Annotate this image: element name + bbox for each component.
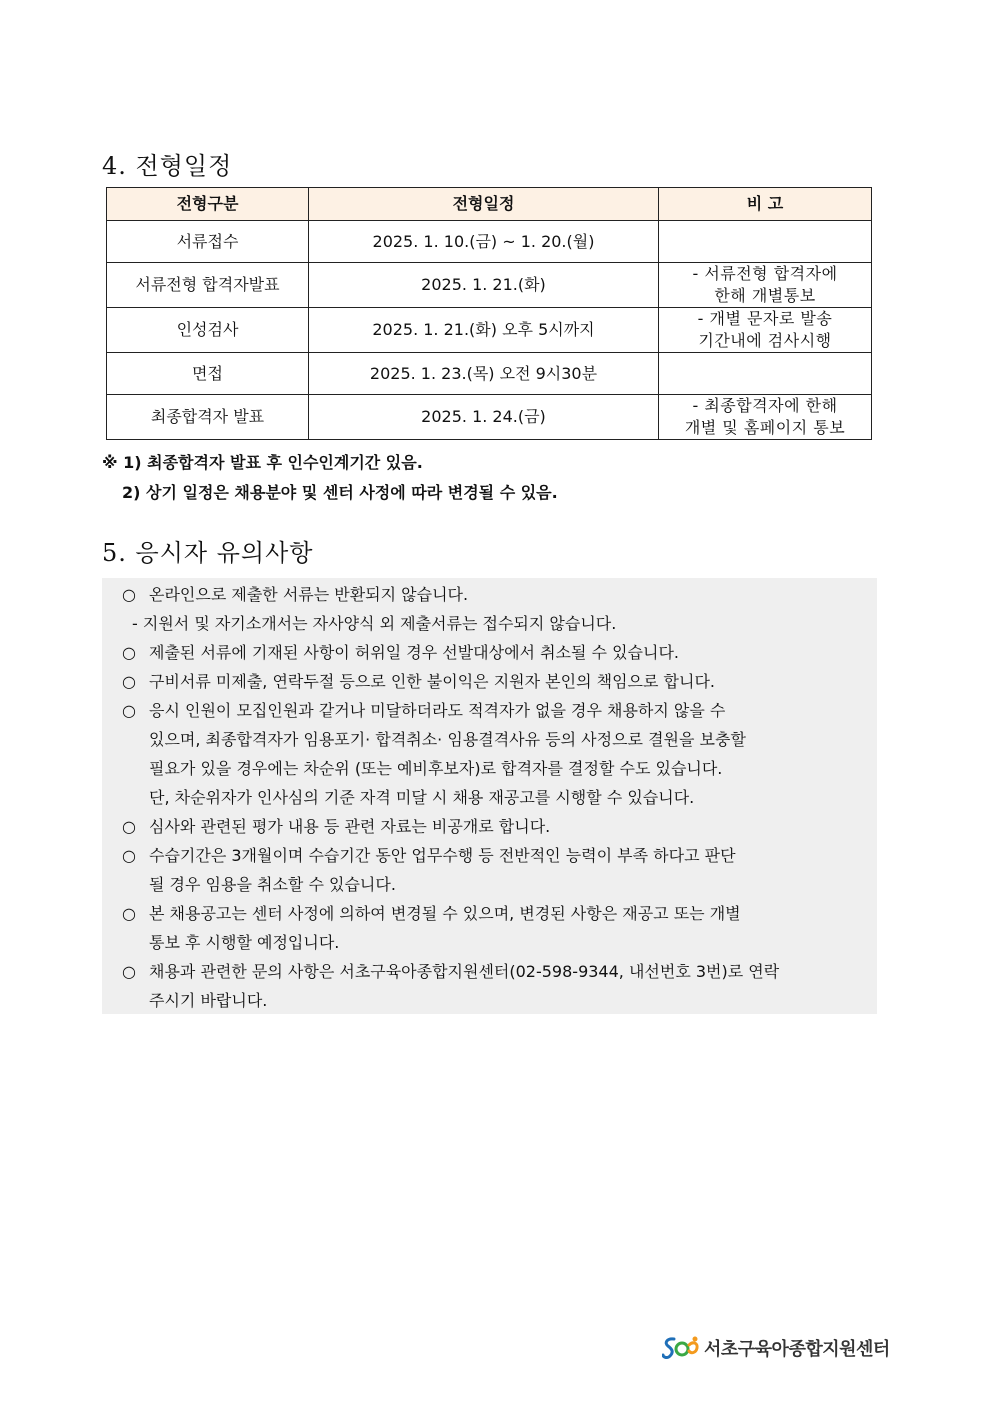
notice-line: 심사와 관련된 평가 내용 등 관련 자료는 비공개로 합니다. xyxy=(149,817,551,836)
cell-note xyxy=(659,353,872,395)
notice-line: 통보 후 시행할 예정입니다. xyxy=(149,933,340,952)
notice-box xyxy=(102,578,877,1014)
notice-line: 제출된 서류에 기재된 사항이 허위일 경우 선발대상에서 취소될 수 있습니다. xyxy=(149,643,679,662)
cell-category: 인성검사 xyxy=(107,308,309,353)
notice-item xyxy=(102,580,877,609)
table-row xyxy=(107,263,872,308)
notice-line: 필요가 있을 경우에는 차순위 (또는 예비후보자)로 합격자를 결정할 수도 있습니다. xyxy=(149,759,723,778)
cell-schedule: 2025. 1. 21.(화) xyxy=(309,263,659,308)
cell-category: 서류전형 합격자발표 xyxy=(107,263,309,308)
circle-bullet-icon: ○ xyxy=(122,701,136,720)
notice-line: 본 채용공고는 센터 사정에 의하여 변경될 수 있으며, 변경된 사항은 재공고 또는 개별 xyxy=(149,904,741,923)
footnote: 2) 상기 일정은 채용분야 및 센터 사정에 따라 변경될 수 있음. xyxy=(122,483,558,502)
footnote: ※ 1) 최종합격자 발표 후 인수인계기간 있음. xyxy=(102,453,423,472)
table-row xyxy=(107,353,872,395)
notice-item xyxy=(102,841,877,899)
notice-line: 단, 차순위자가 인사심의 기준 자격 미달 시 채용 재공고를 시행할 수 있습니다. xyxy=(149,788,695,807)
cell-note xyxy=(659,221,872,263)
notice-line: 온라인으로 제출한 서류는 반환되지 않습니다. xyxy=(149,585,469,604)
cell-note xyxy=(659,395,872,440)
cell-note xyxy=(659,308,872,353)
notice-item xyxy=(102,667,877,696)
center-logo-icon xyxy=(662,1335,700,1361)
cell-category: 최종합격자 발표 xyxy=(107,395,309,440)
schedule-footnotes xyxy=(102,448,882,508)
note-line: 한해 개별통보 xyxy=(714,286,816,305)
table-header-row xyxy=(107,188,872,221)
cell-schedule: 2025. 1. 24.(금) xyxy=(309,395,659,440)
notice-line: 채용과 관련한 문의 사항은 서초구육아종합지원센터(02-598-9344, 내선번호 3번)로 연락 xyxy=(149,962,780,981)
table-row xyxy=(107,221,872,263)
cell-schedule: 2025. 1. 21.(화) 오후 5시까지 xyxy=(309,308,659,353)
notice-line: 응시 인원이 모집인원과 같거나 미달하더라도 적격자가 없을 경우 채용하지 않을 수 xyxy=(149,701,726,720)
circle-bullet-icon: ○ xyxy=(122,817,136,836)
center-logo-text: 서초구육아종합지원센터 xyxy=(704,1339,890,1360)
circle-bullet-icon: ○ xyxy=(122,672,136,691)
circle-bullet-icon: ○ xyxy=(122,904,136,923)
header-schedule: 전형일정 xyxy=(309,188,659,221)
notice-item xyxy=(102,812,877,841)
notice-line: 주시기 바랍니다. xyxy=(149,991,268,1010)
section-5-title: 5. 응시자 유의사항 xyxy=(102,539,314,567)
note-line: - 개별 문자로 발송 xyxy=(697,309,833,328)
notice-item xyxy=(102,638,877,667)
cell-category: 서류접수 xyxy=(107,221,309,263)
table-row xyxy=(107,308,872,353)
schedule-table xyxy=(106,187,872,440)
center-logo xyxy=(662,1335,890,1361)
table-row xyxy=(107,395,872,440)
notice-line: 구비서류 미제출, 연락두절 등으로 인한 불이익은 지원자 본인의 책임으로 합니다. xyxy=(149,672,715,691)
circle-bullet-icon: ○ xyxy=(122,643,136,662)
cell-category: 면접 xyxy=(107,353,309,395)
section-4-title: 4. 전형일정 xyxy=(102,152,233,180)
note-line: - 최종합격자에 한해 xyxy=(692,396,838,415)
notice-item xyxy=(102,899,877,957)
notice-item xyxy=(102,957,877,1015)
note-line: 기간내에 검사시행 xyxy=(698,331,832,350)
cell-schedule: 2025. 1. 10.(금) ~ 1. 20.(월) xyxy=(309,221,659,263)
notice-line: 있으며, 최종합격자가 임용포기· 합격취소· 임용결격사유 등의 사정으로 결원을 보충할 xyxy=(149,730,746,749)
cell-note xyxy=(659,263,872,308)
notice-line: - 지원서 및 자기소개서는 자사양식 외 제출서류는 접수되지 않습니다. xyxy=(132,614,617,633)
note-line: 개별 및 홈페이지 통보 xyxy=(684,418,846,437)
circle-bullet-icon: ○ xyxy=(122,962,136,981)
header-category: 전형구분 xyxy=(107,188,309,221)
notice-line: 수습기간은 3개월이며 수습기간 동안 업무수행 등 전반적인 능력이 부족 하다고 판단 xyxy=(149,846,736,865)
circle-bullet-icon: ○ xyxy=(122,846,136,865)
circle-bullet-icon: ○ xyxy=(122,585,136,604)
notice-item xyxy=(102,696,877,812)
note-line: - 서류전형 합격자에 xyxy=(692,264,838,283)
header-note: 비 고 xyxy=(659,188,872,221)
cell-schedule: 2025. 1. 23.(목) 오전 9시30분 xyxy=(309,353,659,395)
notice-subitem xyxy=(102,609,877,638)
notice-line: 될 경우 임용을 취소할 수 있습니다. xyxy=(149,875,396,894)
